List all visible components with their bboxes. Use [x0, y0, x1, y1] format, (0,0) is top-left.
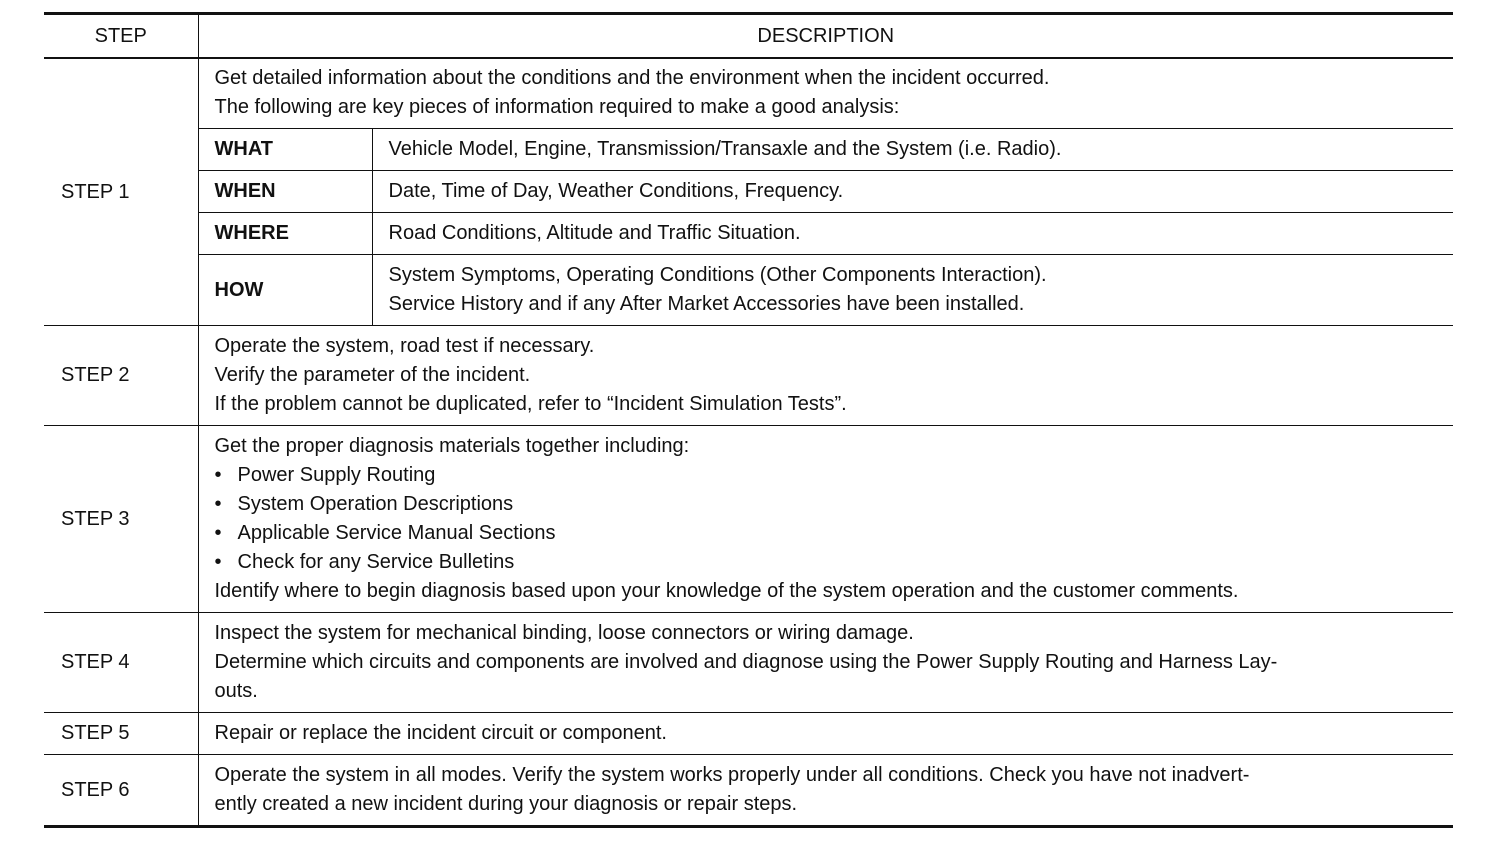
- bullet-text: System Operation Descriptions: [237, 493, 514, 515]
- info-line: Road Conditions, Altitude and Traffic Situation.: [388, 222, 801, 244]
- info-key-when: WHEN: [199, 171, 373, 213]
- info-value-where: [372, 213, 1453, 255]
- step-1-description: [198, 58, 1453, 326]
- step-6-description: [198, 755, 1453, 827]
- info-line: Vehicle Model, Engine, Transmission/Transaxle and the System (i.e. Radio).: [388, 138, 1062, 160]
- info-line: System Symptoms, Operating Conditions (Other Components Interaction).: [388, 264, 1047, 286]
- info-value-how: [372, 255, 1453, 326]
- step-3-description: [198, 426, 1453, 613]
- table-row-step-6: [44, 755, 1453, 827]
- info-row-where: [199, 213, 1454, 255]
- bullet-item: [215, 519, 1444, 548]
- bullet-marker: •: [214, 522, 222, 544]
- bullet-item: [215, 461, 1444, 490]
- step-5-label: STEP 5: [44, 713, 198, 755]
- step-4-label: STEP 4: [44, 613, 198, 713]
- info-key-where: WHERE: [199, 213, 373, 255]
- bullet-text: Applicable Service Manual Sections: [237, 522, 556, 544]
- bullet-text: Power Supply Routing: [237, 464, 436, 486]
- step-3-label: STEP 3: [44, 426, 198, 613]
- info-key-what: WHAT: [199, 129, 373, 171]
- bullet-marker: •: [214, 464, 222, 486]
- info-value-when: [372, 171, 1453, 213]
- description-line: Inspect the system for mechanical binding, loose connectors or wiring damage.: [214, 622, 914, 644]
- description-line: ently created a new incident during your diagnosis or repair steps.: [214, 793, 798, 815]
- table-row-step-1: [44, 58, 1453, 326]
- description-line: Identify where to begin diagnosis based upon your knowledge of the system operation and the customer comments.: [214, 580, 1239, 602]
- table-row-step-2: [44, 326, 1453, 426]
- description-line: Operate the system, road test if necessary.: [214, 335, 595, 357]
- description-line: Repair or replace the incident circuit or component.: [214, 722, 667, 744]
- diagnosis-steps-page: [44, 12, 1453, 828]
- info-row-how: [199, 255, 1454, 326]
- description-line: Verify the parameter of the incident.: [214, 364, 531, 386]
- step-1-intro: [199, 59, 1454, 129]
- bullet-item: [215, 490, 1444, 519]
- step-1-intro-line: Get detailed information about the conditions and the environment when the incident occurred.: [214, 67, 1050, 89]
- step-1-info-table: [199, 129, 1454, 325]
- description-line: If the problem cannot be duplicated, refer to “Incident Simulation Tests”.: [214, 393, 847, 415]
- table-row-step-5: [44, 713, 1453, 755]
- step-5-description: [198, 713, 1453, 755]
- info-value-what: [372, 129, 1453, 171]
- description-line: Get the proper diagnosis materials together including:: [214, 435, 690, 457]
- info-row-when: [199, 171, 1454, 213]
- step-2-label: STEP 2: [44, 326, 198, 426]
- step-1-label: STEP 1: [44, 58, 198, 326]
- bullet-item: [215, 548, 1444, 577]
- info-key-how: HOW: [199, 255, 373, 326]
- bullet-marker: •: [214, 493, 222, 515]
- diagnosis-steps-table: [44, 12, 1453, 828]
- header-description: DESCRIPTION: [198, 14, 1453, 59]
- description-line: Determine which circuits and components are involved and diagnose using the Power Supply Routing and Harness Lay-: [214, 651, 1278, 673]
- table-header-row: [44, 14, 1453, 59]
- bullet-marker: •: [214, 551, 222, 573]
- info-row-what: [199, 129, 1454, 171]
- step-2-description: [198, 326, 1453, 426]
- info-line: Service History and if any After Market Accessories have been installed.: [388, 293, 1025, 315]
- step-6-label: STEP 6: [44, 755, 198, 827]
- step-1-intro-line: The following are key pieces of information required to make a good analysis:: [214, 96, 900, 118]
- info-line: Date, Time of Day, Weather Conditions, Frequency.: [388, 180, 844, 202]
- table-row-step-3: [44, 426, 1453, 613]
- table-row-step-4: [44, 613, 1453, 713]
- bullet-text: Check for any Service Bulletins: [237, 551, 515, 573]
- description-line: outs.: [214, 680, 258, 702]
- step-4-description: [198, 613, 1453, 713]
- header-step: STEP: [44, 14, 198, 59]
- description-line: Operate the system in all modes. Verify the system works properly under all conditions. Check you have not inadvert-: [214, 764, 1250, 786]
